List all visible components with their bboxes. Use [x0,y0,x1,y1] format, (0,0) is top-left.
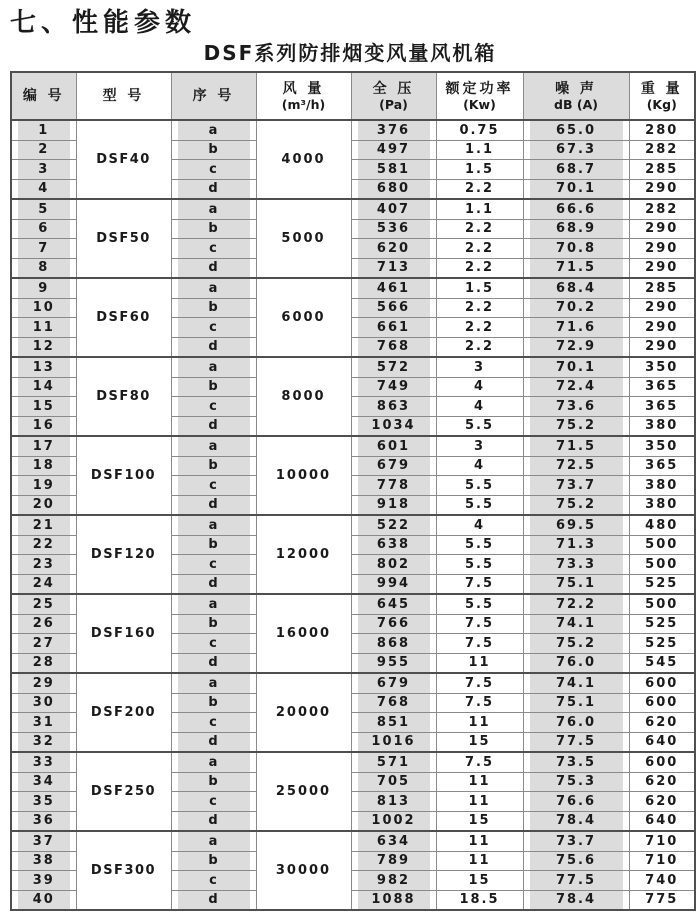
cell-power: 2.2 [436,239,523,259]
cell-no: 38 [11,851,76,871]
cell-serial: a [171,199,256,219]
cell-serial: d [171,732,256,752]
cell-no: 36 [11,811,76,831]
col-header-unit: (Kg) [646,96,677,112]
cell-weight: 600 [629,752,695,772]
cell-pressure: 778 [351,476,436,496]
cell-weight: 290 [629,239,695,259]
cell-no: 23 [11,555,76,575]
col-header-unit: (Pa) [379,96,408,112]
cell-power: 15 [436,871,523,891]
cell-pressure: 601 [351,436,436,456]
cell-no: 32 [11,732,76,752]
col-header-model [76,72,171,120]
cell-serial: c [171,397,256,417]
cell-noise: 72.5 [523,456,629,476]
cell-serial: a [171,515,256,535]
cell-no: 13 [11,357,76,377]
cell-weight: 365 [629,397,695,417]
cell-power: 5.5 [436,416,523,436]
cell-serial: d [171,811,256,831]
cell-noise: 72.2 [523,594,629,614]
cell-model: DSF100 [76,436,171,515]
cell-pressure: 863 [351,397,436,417]
cell-weight: 365 [629,377,695,397]
col-header-unit: dB (A) [554,96,598,112]
cell-serial: b [171,298,256,318]
cell-serial: b [171,851,256,871]
cell-volume: 4000 [256,120,351,199]
col-header-label: 重 量 [640,80,683,97]
cell-weight: 500 [629,594,695,614]
col-header-unit: (Kw) [463,96,496,112]
cell-power: 11 [436,851,523,871]
cell-no: 2 [11,140,76,160]
col-header-power [436,72,523,120]
cell-serial: c [171,318,256,338]
cell-serial: c [171,476,256,496]
cell-power: 4 [436,377,523,397]
cell-model: DSF50 [76,199,171,278]
cell-weight: 282 [629,140,695,160]
cell-pressure: 982 [351,871,436,891]
col-header-label: 编 号 [22,87,65,104]
cell-power: 4 [436,397,523,417]
cell-noise: 68.7 [523,160,629,180]
col-header-label: 全 压 [372,80,415,97]
cell-power: 1.1 [436,140,523,160]
cell-noise: 78.4 [523,890,629,910]
cell-noise: 70.1 [523,357,629,377]
cell-weight: 600 [629,693,695,713]
cell-serial: c [171,634,256,654]
table-row [11,120,695,140]
cell-power: 2.2 [436,298,523,318]
cell-model: DSF60 [76,278,171,357]
cell-no: 30 [11,693,76,713]
cell-power: 15 [436,732,523,752]
cell-weight: 640 [629,732,695,752]
cell-power: 3 [436,357,523,377]
cell-weight: 290 [629,337,695,357]
cell-serial: a [171,436,256,456]
cell-weight: 620 [629,772,695,792]
cell-no: 20 [11,495,76,515]
cell-no: 31 [11,713,76,733]
cell-power: 2.2 [436,219,523,239]
cell-no: 25 [11,594,76,614]
cell-weight: 620 [629,792,695,812]
cell-power: 5.5 [436,555,523,575]
cell-power: 5.5 [436,476,523,496]
cell-weight: 290 [629,179,695,199]
cell-pressure: 1016 [351,732,436,752]
cell-serial: c [171,792,256,812]
col-header-serial [171,72,256,120]
cell-pressure: 571 [351,752,436,772]
cell-pressure: 679 [351,456,436,476]
cell-pressure: 955 [351,653,436,673]
cell-weight: 290 [629,298,695,318]
cell-model: DSF300 [76,831,171,910]
cell-pressure: 376 [351,120,436,140]
cell-weight: 775 [629,890,695,910]
table-row [11,515,695,535]
cell-weight: 500 [629,535,695,555]
cell-power: 2.2 [436,258,523,278]
cell-pressure: 813 [351,792,436,812]
cell-serial: c [171,160,256,180]
cell-noise: 73.7 [523,476,629,496]
cell-weight: 280 [629,120,695,140]
cell-no: 19 [11,476,76,496]
cell-noise: 75.2 [523,416,629,436]
table-row [11,278,695,298]
table-row [11,357,695,377]
cell-serial: d [171,416,256,436]
cell-pressure: 620 [351,239,436,259]
cell-volume: 25000 [256,752,351,831]
cell-weight: 290 [629,258,695,278]
col-header-volume [256,72,351,120]
cell-weight: 380 [629,476,695,496]
cell-noise: 72.9 [523,337,629,357]
cell-no: 33 [11,752,76,772]
cell-no: 10 [11,298,76,318]
cell-no: 37 [11,831,76,851]
cell-serial: b [171,456,256,476]
cell-no: 21 [11,515,76,535]
cell-noise: 65.0 [523,120,629,140]
cell-power: 0.75 [436,120,523,140]
cell-noise: 72.4 [523,377,629,397]
table-row [11,673,695,693]
cell-weight: 525 [629,634,695,654]
cell-serial: a [171,752,256,772]
cell-power: 5.5 [436,594,523,614]
col-header-label: 额定功率 [445,80,514,97]
cell-pressure: 461 [351,278,436,298]
cell-power: 2.2 [436,337,523,357]
cell-pressure: 802 [351,555,436,575]
cell-serial: c [171,555,256,575]
cell-serial: c [171,871,256,891]
cell-noise: 77.5 [523,871,629,891]
col-header-noise [523,72,629,120]
cell-no: 35 [11,792,76,812]
cell-pressure: 634 [351,831,436,851]
cell-pressure: 407 [351,199,436,219]
cell-volume: 16000 [256,594,351,673]
cell-weight: 500 [629,555,695,575]
cell-power: 4 [436,456,523,476]
document-page [0,7,700,911]
cell-noise: 66.6 [523,199,629,219]
cell-noise: 76.6 [523,792,629,812]
cell-serial: b [171,693,256,713]
cell-pressure: 851 [351,713,436,733]
cell-volume: 30000 [256,831,351,910]
cell-pressure: 713 [351,258,436,278]
cell-serial: a [171,278,256,298]
cell-weight: 285 [629,278,695,298]
cell-no: 39 [11,871,76,891]
col-header-no [11,72,76,120]
cell-no: 28 [11,653,76,673]
cell-weight: 350 [629,357,695,377]
cell-noise: 76.0 [523,653,629,673]
cell-serial: b [171,219,256,239]
table-row [11,831,695,851]
cell-serial: c [171,239,256,259]
cell-no: 16 [11,416,76,436]
cell-weight: 285 [629,160,695,180]
cell-weight: 710 [629,831,695,851]
cell-pressure: 566 [351,298,436,318]
cell-power: 5.5 [436,535,523,555]
cell-serial: d [171,495,256,515]
cell-serial: b [171,377,256,397]
cell-noise: 74.1 [523,614,629,634]
cell-no: 24 [11,574,76,594]
cell-serial: a [171,120,256,140]
cell-power: 7.5 [436,574,523,594]
cell-noise: 73.3 [523,555,629,575]
cell-model: DSF120 [76,515,171,594]
cell-noise: 67.3 [523,140,629,160]
cell-serial: b [171,535,256,555]
cell-pressure: 497 [351,140,436,160]
cell-noise: 75.2 [523,634,629,654]
cell-pressure: 1002 [351,811,436,831]
cell-no: 1 [11,120,76,140]
cell-model: DSF80 [76,357,171,436]
cell-power: 3 [436,436,523,456]
cell-no: 34 [11,772,76,792]
table-row [11,594,695,614]
cell-power: 7.5 [436,673,523,693]
col-header-label: 序 号 [192,87,235,104]
cell-pressure: 918 [351,495,436,515]
cell-power: 7.5 [436,614,523,634]
col-header-unit: (m³/h) [281,96,326,112]
cell-no: 7 [11,239,76,259]
cell-weight: 380 [629,416,695,436]
cell-pressure: 766 [351,614,436,634]
cell-pressure: 522 [351,515,436,535]
cell-weight: 620 [629,713,695,733]
section-title: 七、性能参数 [10,8,197,38]
cell-power: 2.2 [436,179,523,199]
cell-noise: 71.5 [523,258,629,278]
cell-noise: 74.1 [523,673,629,693]
col-header-pressure [351,72,436,120]
cell-serial: b [171,140,256,160]
cell-model: DSF160 [76,594,171,673]
cell-noise: 75.1 [523,693,629,713]
cell-power: 5.5 [436,495,523,515]
cell-model: DSF200 [76,673,171,752]
cell-model: DSF40 [76,120,171,199]
cell-noise: 71.6 [523,318,629,338]
cell-noise: 75.2 [523,495,629,515]
cell-pressure: 638 [351,535,436,555]
cell-no: 6 [11,219,76,239]
cell-serial: b [171,772,256,792]
cell-pressure: 679 [351,673,436,693]
header-row [11,72,695,120]
cell-pressure: 661 [351,318,436,338]
cell-serial: c [171,713,256,733]
cell-serial: d [171,258,256,278]
cell-pressure: 680 [351,179,436,199]
cell-pressure: 994 [351,574,436,594]
cell-serial: a [171,673,256,693]
cell-no: 12 [11,337,76,357]
cell-weight: 365 [629,456,695,476]
cell-noise: 78.4 [523,811,629,831]
cell-no: 18 [11,456,76,476]
cell-noise: 76.0 [523,713,629,733]
col-header-label: 风 量 [282,80,325,97]
cell-volume: 12000 [256,515,351,594]
cell-serial: d [171,574,256,594]
cell-no: 29 [11,673,76,693]
cell-noise: 70.8 [523,239,629,259]
cell-power: 18.5 [436,890,523,910]
cell-volume: 10000 [256,436,351,515]
col-header-weight [629,72,695,120]
cell-power: 11 [436,772,523,792]
cell-power: 1.5 [436,160,523,180]
cell-noise: 73.7 [523,831,629,851]
cell-noise: 73.6 [523,397,629,417]
cell-serial: a [171,594,256,614]
cell-weight: 545 [629,653,695,673]
cell-power: 15 [436,811,523,831]
cell-weight: 740 [629,871,695,891]
cell-power: 4 [436,515,523,535]
cell-weight: 290 [629,318,695,338]
cell-power: 11 [436,792,523,812]
cell-weight: 282 [629,199,695,219]
cell-noise: 73.5 [523,752,629,772]
cell-serial: a [171,831,256,851]
cell-pressure: 645 [351,594,436,614]
cell-power: 7.5 [436,693,523,713]
cell-noise: 71.5 [523,436,629,456]
table-row [11,199,695,219]
cell-no: 17 [11,436,76,456]
cell-serial: d [171,337,256,357]
cell-weight: 525 [629,614,695,634]
cell-power: 11 [436,713,523,733]
cell-noise: 69.5 [523,515,629,535]
cell-no: 3 [11,160,76,180]
cell-volume: 20000 [256,673,351,752]
cell-volume: 6000 [256,278,351,357]
cell-no: 9 [11,278,76,298]
table-row [11,752,695,772]
table-title: DSF系列防排烟变风量风机箱 [203,41,497,65]
cell-no: 11 [11,318,76,338]
cell-power: 1.5 [436,278,523,298]
col-header-label: 噪 声 [555,80,597,97]
cell-pressure: 581 [351,160,436,180]
cell-serial: d [171,890,256,910]
cell-pressure: 572 [351,357,436,377]
cell-weight: 525 [629,574,695,594]
cell-pressure: 1088 [351,890,436,910]
cell-power: 11 [436,653,523,673]
cell-model: DSF250 [76,752,171,831]
cell-no: 14 [11,377,76,397]
cell-pressure: 1034 [351,416,436,436]
cell-noise: 68.4 [523,278,629,298]
cell-weight: 600 [629,673,695,693]
cell-pressure: 705 [351,772,436,792]
cell-noise: 75.3 [523,772,629,792]
cell-noise: 68.9 [523,219,629,239]
cell-serial: b [171,614,256,634]
cell-noise: 75.1 [523,574,629,594]
table-row [11,436,695,456]
cell-pressure: 768 [351,337,436,357]
cell-noise: 70.2 [523,298,629,318]
cell-serial: a [171,357,256,377]
cell-noise: 75.6 [523,851,629,871]
cell-weight: 380 [629,495,695,515]
cell-power: 7.5 [436,752,523,772]
cell-weight: 640 [629,811,695,831]
cell-pressure: 868 [351,634,436,654]
cell-pressure: 768 [351,693,436,713]
col-header-label: 型 号 [102,87,145,104]
cell-no: 5 [11,199,76,219]
cell-no: 26 [11,614,76,634]
cell-volume: 8000 [256,357,351,436]
performance-table [10,71,696,911]
cell-serial: d [171,653,256,673]
cell-power: 11 [436,831,523,851]
cell-weight: 710 [629,851,695,871]
cell-no: 15 [11,397,76,417]
cell-pressure: 789 [351,851,436,871]
cell-pressure: 749 [351,377,436,397]
table-body [11,120,695,910]
cell-noise: 70.1 [523,179,629,199]
cell-no: 40 [11,890,76,910]
cell-no: 8 [11,258,76,278]
cell-noise: 77.5 [523,732,629,752]
table-header-row [11,72,695,120]
cell-power: 2.2 [436,318,523,338]
cell-volume: 5000 [256,199,351,278]
cell-weight: 480 [629,515,695,535]
cell-noise: 71.3 [523,535,629,555]
cell-weight: 290 [629,219,695,239]
cell-no: 27 [11,634,76,654]
cell-power: 1.1 [436,199,523,219]
cell-no: 22 [11,535,76,555]
cell-weight: 350 [629,436,695,456]
cell-power: 7.5 [436,634,523,654]
cell-no: 4 [11,179,76,199]
cell-pressure: 536 [351,219,436,239]
cell-serial: d [171,179,256,199]
